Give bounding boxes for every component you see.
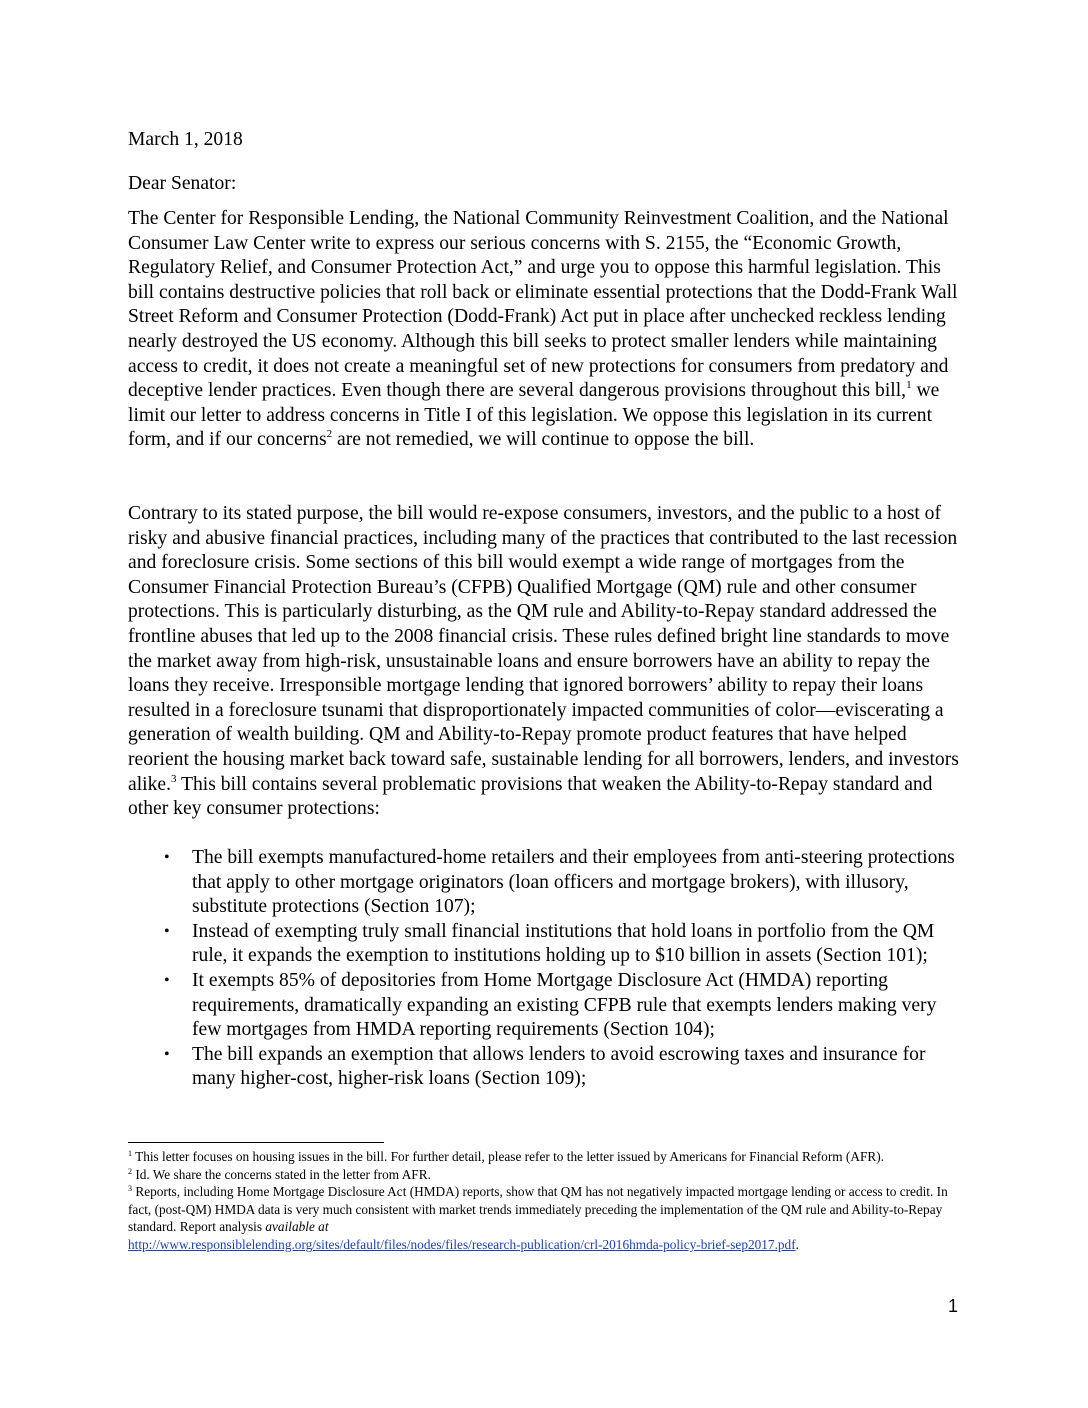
list-item: [128, 1043, 960, 1092]
footnote-3: [128, 1183, 960, 1253]
list-item: [128, 920, 960, 969]
footnote-text: Id. We share the concerns stated in the letter from AFR.: [132, 1166, 431, 1182]
bullet-icon: •: [164, 922, 170, 940]
bullet-icon: •: [164, 971, 170, 989]
footnote-text: This letter focuses on housing issues in the bill. For further detail, please refer to the letter issued by Americans for Financial Reform (AFR).: [132, 1149, 884, 1164]
paragraph-intro-text-a: The Center for Responsible Lending, the National Community Reinvestment Coalition, and the National Consumer Law Center write to express our serious concerns with S. 2155, the “Economic Growth, Regulatory Relief, and Consumer Protection Act,” and urge you to oppose this harmful legislation. This bill contains destructive policies that roll back or eliminate essential protections that the Dodd-Frank Wall Street Reform and Consumer Protection (Dodd-Frank) Act put in place after unchecked reckless lending nearly destroyed the US economy. Although this bill seeks to protect smaller lenders while maintaining access to credit, it does not create a meaningful set of new protections for consumers from predatory and deceptive lender practices. Even though there are several dangerous provisions throughout this bill,: [128, 208, 958, 402]
letter-date: March 1, 2018: [128, 129, 243, 150]
page-number: 1: [948, 1296, 959, 1316]
footnote-mark: 1: [128, 1149, 132, 1158]
footnote-ref-2[interactable]: 2: [326, 428, 333, 441]
footnote-divider: [128, 1142, 384, 1143]
footnote-1: [128, 1148, 960, 1166]
footnote-period: .: [795, 1236, 799, 1252]
footnote-mark: 3: [128, 1184, 132, 1194]
paragraph-intro-text-c: are not remedied, we will continue to oppose the bill.: [332, 429, 755, 451]
salutation: Dear Senator:: [128, 173, 237, 194]
bullet-icon: •: [164, 1045, 170, 1063]
bullet-icon: •: [164, 849, 170, 866]
paragraph-concerns: [128, 502, 960, 822]
report-link[interactable]: http://www.responsiblelending.org/sites/default/files/nodes/files/research-publication/crl-2016hmda-policy-brief-sep2017.pdf: [128, 1236, 796, 1252]
footnotes: [128, 1148, 960, 1254]
list-item: [128, 846, 960, 920]
list-item: [128, 969, 960, 1043]
footnote-text: Reports, including Home Mortgage Disclosure Act (HMDA) reports, show that QM has not negatively impacted mortgage lending or access to credit. In fact, (post-QM) HMDA data is very much consistent with market trends immediately preceding the implementation of the QM rule and Ability-to-Repay standard. Report analysis: [128, 1184, 948, 1235]
list-item-text: It exempts 85% of depositories from Home Mortgage Disclosure Act (HMDA) reporting requirements, dramatically expanding an existing CFPB rule that exempts lenders making very few mortgages from HMDA reporting requirements (Section 104);: [192, 969, 937, 1041]
list-item-text: Instead of exempting truly small financial institutions that hold loans in portfolio from the QM rule, it expands the exemption to institutions holding up to $10 billion in assets (Section 101);: [192, 920, 935, 967]
footnote-mark: 2: [128, 1166, 132, 1176]
paragraph-concerns-text-a: Contrary to its stated purpose, the bill would re-expose consumers, investors, and the public to a host of risky and abusive financial practices, including many of the practices that contributed to the last recession and foreclosure crisis. Some sections of this bill would exempt a wide range of mortgages from the Consumer Financial Protection Bureau’s (CFPB) Qualified Mortgage (QM) rule and other consumer protections. This is particularly disturbing, as the QM rule and Ability-to-Repay standard addressed the frontline abuses that led up to the 2008 financial crisis. These rules defined bright line standards to move the market away from high-risk, unsustainable loans and ensure borrowers have an ability to repay the loans they receive. Irresponsible mortgage lending that ignored borrowers’ ability to repay their loans resulted in a foreclosure tsunami that disproportionately impacted communities of color—eviscerating a generation of wealth building. QM and Ability-to-Repay promote product features that have helped reorient the housing market back toward safe, sustainable lending for all borrowers, lenders, and investors alike.: [128, 503, 959, 795]
paragraph-intro: [128, 207, 960, 453]
footnote-ref-3[interactable]: 3: [170, 772, 177, 785]
list-item-text: The bill expands an exemption that allows lenders to avoid escrowing taxes and insurance for many higher-cost, higher-risk loans (Section 109);: [192, 1043, 926, 1090]
provisions-list: [128, 846, 960, 1092]
paragraph-intro-text-b: we limit our letter to address concerns in Title I of this legislation. We oppose this legislation in its current form, and if our concerns: [128, 380, 940, 451]
footnote-emphasis: available at: [265, 1219, 329, 1235]
paragraph-concerns-text-b: This bill contains several problematic provisions that weaken the Ability-to-Repay standard and other key consumer protections:: [128, 773, 933, 820]
footnote-ref-1[interactable]: 1: [906, 379, 912, 392]
list-item-text: The bill exempts manufactured-home retailers and their employees from anti-steering protections that apply to other mortgage originators (loan officers and mortgage brokers), with illusory, substitute protections (Section 107);: [192, 847, 955, 918]
footnote-2: [128, 1166, 960, 1184]
